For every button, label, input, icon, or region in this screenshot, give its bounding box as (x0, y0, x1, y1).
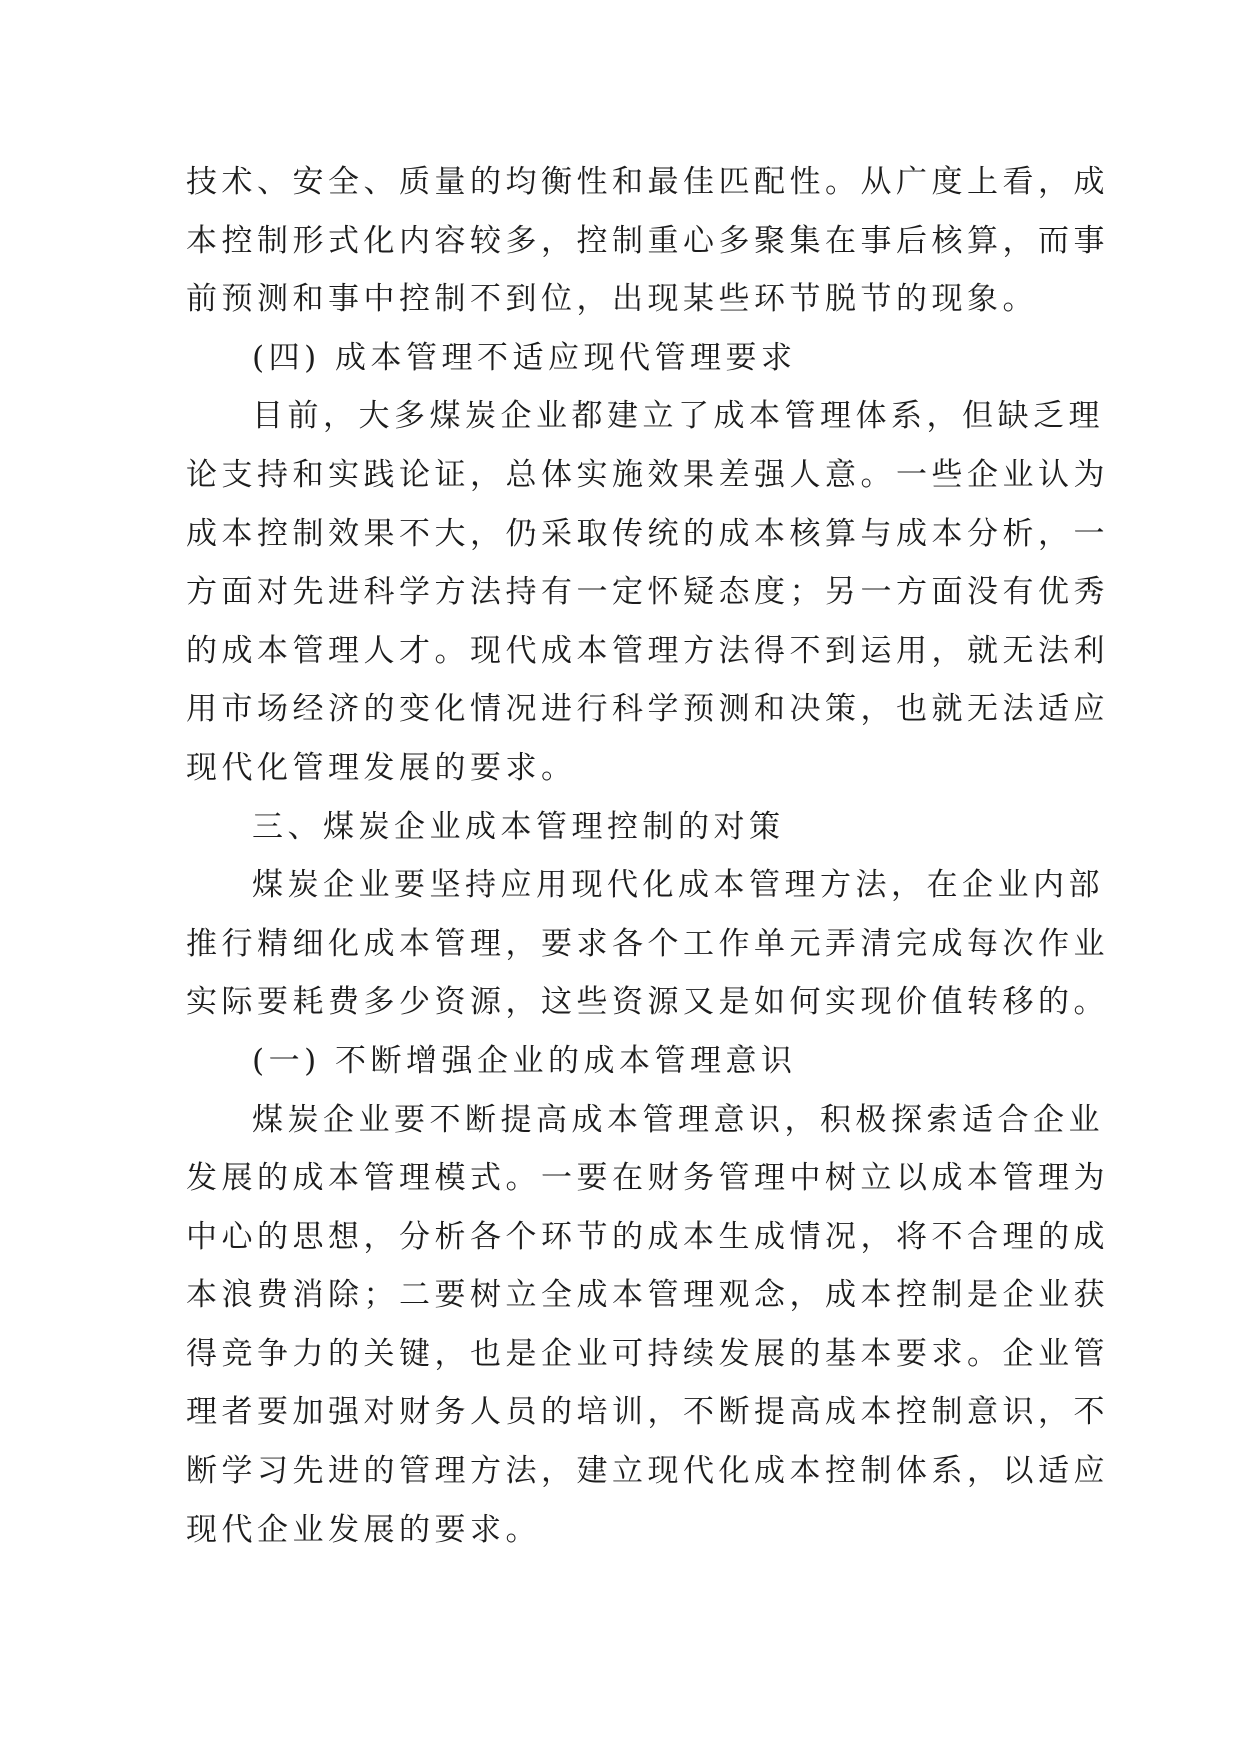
text-line: 成本控制效果不大，仍采取传统的成本核算与成本分析，一 (186, 515, 1109, 552)
text-line: 煤炭企业要不断提高成本管理意识，积极探索适合企业 (252, 1101, 1104, 1138)
paragraph-cost-awareness (186, 1091, 1109, 1560)
section-heading-four (186, 329, 1054, 388)
text-line: 推行精细化成本管理，要求各个工作单元弄清完成每次作业 (186, 925, 1109, 962)
text-line: 用市场经济的变化情况进行科学预测和决策，也就无法适应 (186, 691, 1109, 728)
text-line: 发展的成本管理模式。一要在财务管理中树立以成本管理为 (186, 1160, 1109, 1197)
text-line: 论支持和实践论证，总体实施效果差强人意。一些企业认为 (186, 456, 1109, 493)
paragraph-countermeasures-intro (186, 856, 1109, 1032)
text-line: 中心的思想，分析各个环节的成本生成情况，将不合理的成 (186, 1218, 1109, 1255)
text-line: 实际要耗费多少资源，这些资源又是如何实现价值转移的。 (186, 984, 1109, 1021)
heading-text: 三、煤炭企业成本管理控制的对策 (252, 808, 785, 845)
text-line: 现代化管理发展的要求。 (186, 749, 577, 786)
text-line: 煤炭企业要坚持应用现代化成本管理方法，在企业内部 (252, 867, 1104, 904)
section-heading-three (186, 798, 1054, 857)
document-body (186, 153, 1109, 1559)
text-line: 方面对先进科学方法持有一定怀疑态度；另一方面没有优秀 (186, 574, 1109, 611)
text-line: 理者要加强对财务人员的培训，不断提高成本控制意识，不 (186, 1394, 1109, 1431)
text-line: 技术、安全、质量的均衡性和最佳匹配性。从广度上看，成 (186, 164, 1109, 200)
text-line: 断学习先进的管理方法，建立现代化成本控制体系，以适应 (186, 1453, 1109, 1490)
text-line: 本控制形式化内容较多，控制重心多聚集在事后核算，而事 (186, 222, 1109, 259)
text-line: 得竞争力的关键，也是企业可持续发展的基本要求。企业管 (186, 1335, 1109, 1372)
paragraph-cost-control-breadth (186, 153, 1109, 329)
section-heading-one (186, 1032, 1054, 1091)
heading-text: (一) 不断增强企业的成本管理意识 (252, 1042, 797, 1079)
paragraph-management-system (186, 387, 1109, 797)
text-line: 前预测和事中控制不到位，出现某些环节脱节的现象。 (186, 281, 1038, 318)
text-line: 现代企业发展的要求。 (186, 1511, 541, 1548)
heading-text: (四) 成本管理不适应现代管理要求 (252, 339, 797, 376)
text-line: 目前，大多煤炭企业都建立了成本管理体系，但缺乏理 (252, 398, 1104, 435)
text-line: 的成本管理人才。现代成本管理方法得不到运用，就无法利 (186, 632, 1109, 669)
text-line: 本浪费消除；二要树立全成本管理观念，成本控制是企业获 (186, 1277, 1109, 1314)
